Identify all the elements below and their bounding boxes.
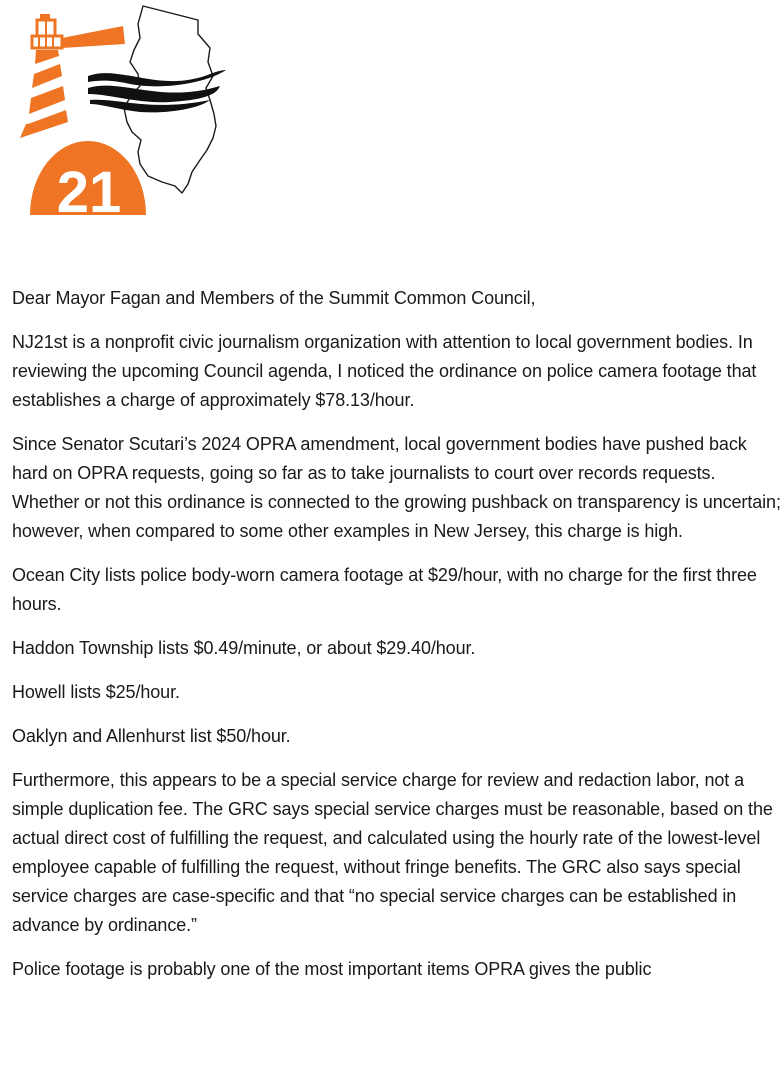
paragraph-ocean-city: Ocean City lists police body-worn camera footage at $29/hour, with no charge for the first three hours. xyxy=(12,565,757,614)
tower-stripe-1 xyxy=(35,50,59,64)
logo-number: 21 xyxy=(56,160,122,218)
paragraph-howell: Howell lists $25/hour. xyxy=(12,682,180,702)
salutation: Dear Mayor Fagan and Members of the Summit Common Council, xyxy=(12,288,536,308)
light-beam xyxy=(62,26,125,48)
paragraph-opra-pushback: Since Senator Scutari’s 2024 OPRA amendment, local government bodies have pushed back hard on OPRA requests, going so far as to take journalists to court over records requests. Whether or not this ordinance is connected to the growing pushback on transparency is uncertain; however, when compared to some other examples in New Jersey, this charge is high. xyxy=(12,434,781,541)
wave-1 xyxy=(88,70,226,86)
paragraph-oaklyn-allenhurst: Oaklyn and Allenhurst list $50/hour. xyxy=(12,726,291,746)
nj21-logo xyxy=(10,4,230,218)
paragraph-police-footage: Police footage is probably one of the most important items OPRA gives the public xyxy=(12,959,652,979)
paragraph-special-service-charge: Furthermore, this appears to be a special service charge for review and redaction labor, not a simple duplication fee. The GRC says special service charges must be reasonable, based on the actual direct cost of fulfilling the request, and calculated using the hourly rate of the lowest-level employee capable of fulfilling the request, without fringe benefits. The GRC also says special service charges are case-specific and that “no special service charges can be established in advance by ordinance.” xyxy=(12,770,773,935)
tower-stripe-2 xyxy=(32,64,62,88)
wave-2 xyxy=(88,86,220,103)
paragraph-intro: NJ21st is a nonprofit civic journalism organization with attention to local government bodies. In reviewing the upcoming Council agenda, I noticed the ordinance on police camera footage that establishes a charge of approximately $78.13/hour. xyxy=(12,332,757,410)
tower-stripe-4 xyxy=(20,110,68,138)
letter-body xyxy=(12,284,782,999)
tower-stripe-3 xyxy=(29,86,65,114)
paragraph-haddon-township: Haddon Township lists $0.49/minute, or about $29.40/hour. xyxy=(12,638,476,658)
